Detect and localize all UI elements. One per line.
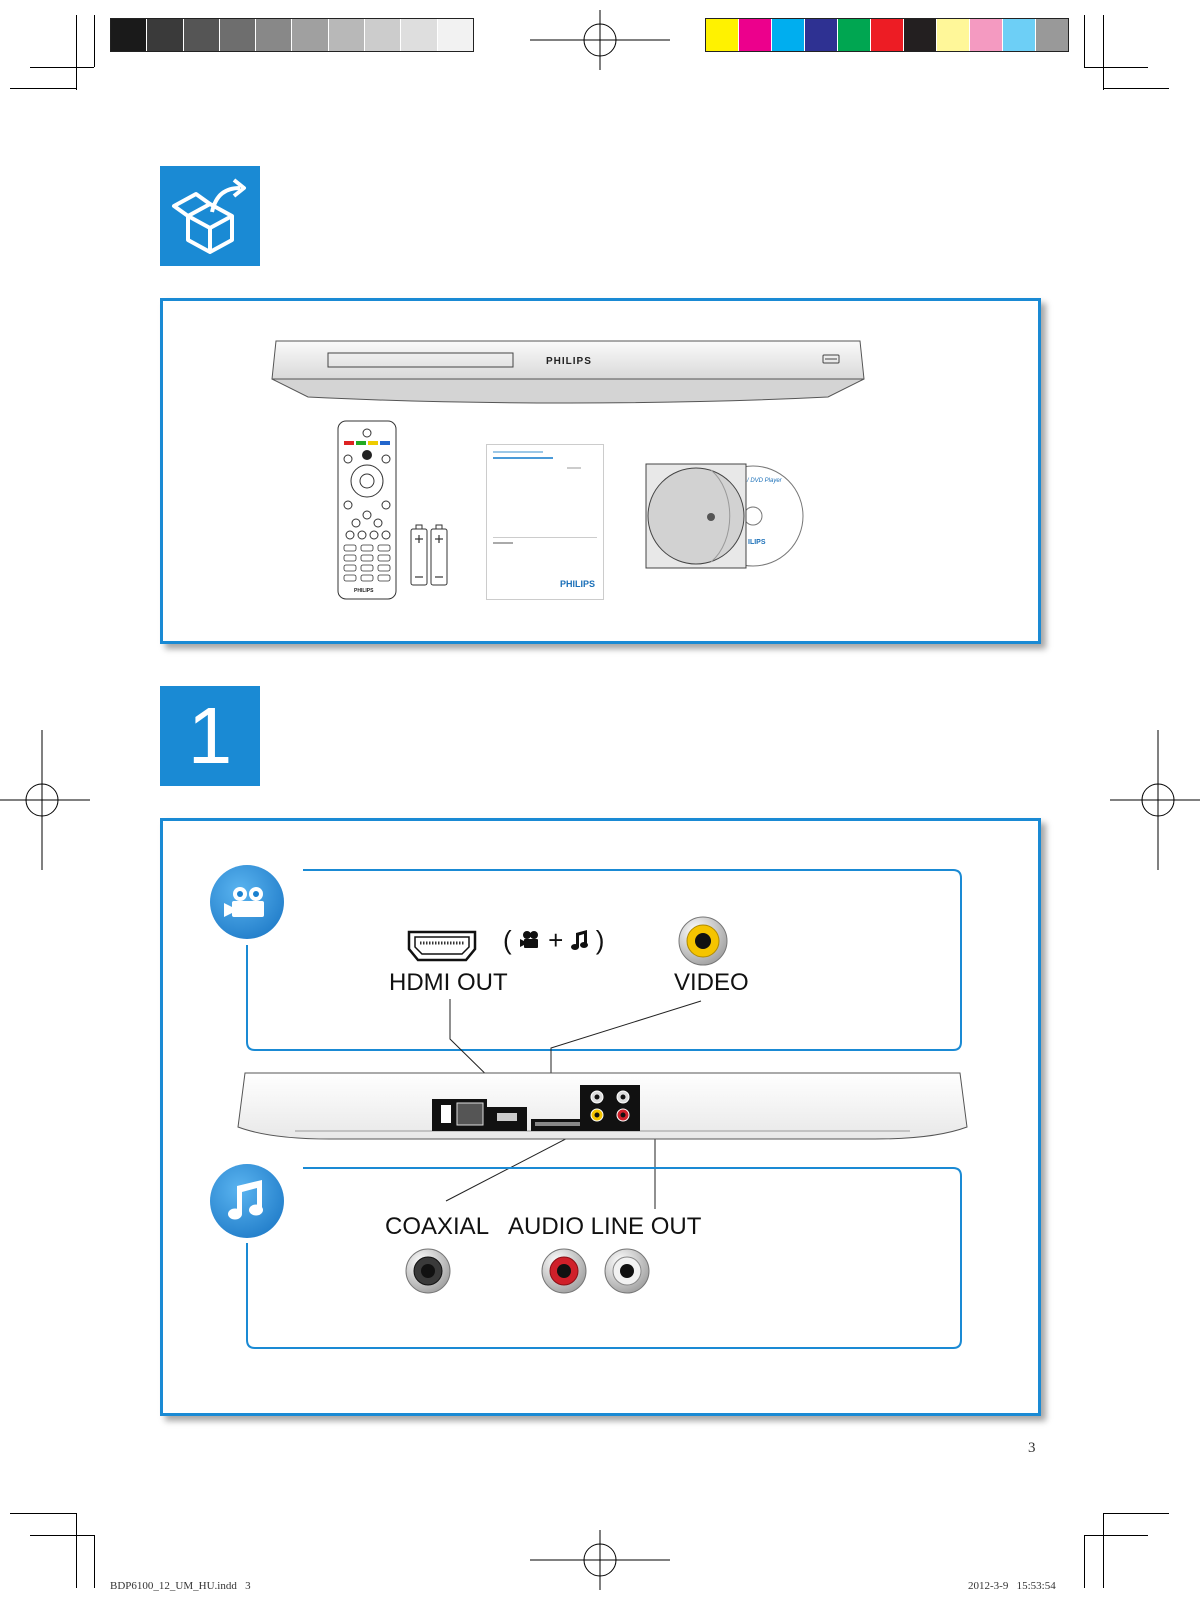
footer-filename: BDP6100_12_UM_HU.indd 3 <box>110 1580 251 1592</box>
color-swatch <box>739 19 772 51</box>
color-swatch <box>805 19 838 51</box>
note-open-paren: ( <box>503 925 512 955</box>
remote-brand: PHILIPS <box>354 588 374 594</box>
gray-swatch <box>220 19 256 51</box>
audio-left-jack-icon <box>603 1247 651 1295</box>
registration-mark-right <box>1110 730 1200 870</box>
user-manual <box>486 444 604 600</box>
registration-mark-bottom <box>530 1530 670 1590</box>
manual-brand: PHILIPS <box>559 579 595 589</box>
hdmi-out-label: HDMI OUT <box>389 969 508 996</box>
step-number-tile <box>160 686 260 786</box>
registration-mark-top <box>530 10 670 70</box>
box-contents-tile <box>160 166 260 266</box>
remote-control <box>336 419 398 601</box>
color-swatch <box>937 19 970 51</box>
connection-panel <box>160 818 1041 1416</box>
player-brand: PHILIPS <box>546 356 592 367</box>
gray-swatch <box>184 19 220 51</box>
coaxial-jack-icon <box>404 1247 452 1295</box>
color-swatch <box>706 19 739 51</box>
blu-ray-player-front <box>268 335 868 405</box>
step-number: 1 <box>187 691 233 780</box>
grayscale-control-bar <box>110 18 474 52</box>
video-label: VIDEO <box>674 969 749 996</box>
color-swatch <box>838 19 871 51</box>
color-swatch <box>970 19 1003 51</box>
blu-ray-player-rear <box>235 1069 970 1149</box>
gray-swatch <box>401 19 437 51</box>
software-disc <box>641 461 811 571</box>
gray-swatch <box>292 19 328 51</box>
audio-right-jack-icon <box>540 1247 588 1295</box>
gray-swatch <box>438 19 473 51</box>
color-swatch <box>772 19 805 51</box>
color-swatch <box>1036 19 1068 51</box>
gray-swatch <box>329 19 365 51</box>
coaxial-label: COAXIAL <box>385 1213 490 1240</box>
audio-icon-badge <box>210 1164 284 1238</box>
music-note-icon <box>210 1164 284 1238</box>
footer-timestamp: 2012-3-9 15:53:54 <box>968 1580 1056 1592</box>
page-number: 3 <box>1028 1440 1036 1456</box>
color-swatch <box>1003 19 1036 51</box>
box-contents-panel <box>160 298 1041 644</box>
gray-swatch <box>111 19 147 51</box>
audio-line-out-label: AUDIO LINE OUT <box>508 1213 702 1240</box>
gray-swatch <box>147 19 183 51</box>
disc-title: / DVD Player <box>747 478 782 484</box>
note-plus: + <box>548 925 564 955</box>
disc-brand: ILIPS <box>748 539 766 546</box>
registration-mark-left <box>0 730 90 870</box>
box-contents-icon <box>160 166 260 266</box>
gray-swatch <box>365 19 401 51</box>
gray-swatch <box>256 19 292 51</box>
note-close-paren: ) <box>595 925 605 955</box>
batteries <box>407 523 451 589</box>
color-control-bar <box>705 18 1069 52</box>
color-swatch <box>904 19 937 51</box>
color-swatch <box>871 19 904 51</box>
